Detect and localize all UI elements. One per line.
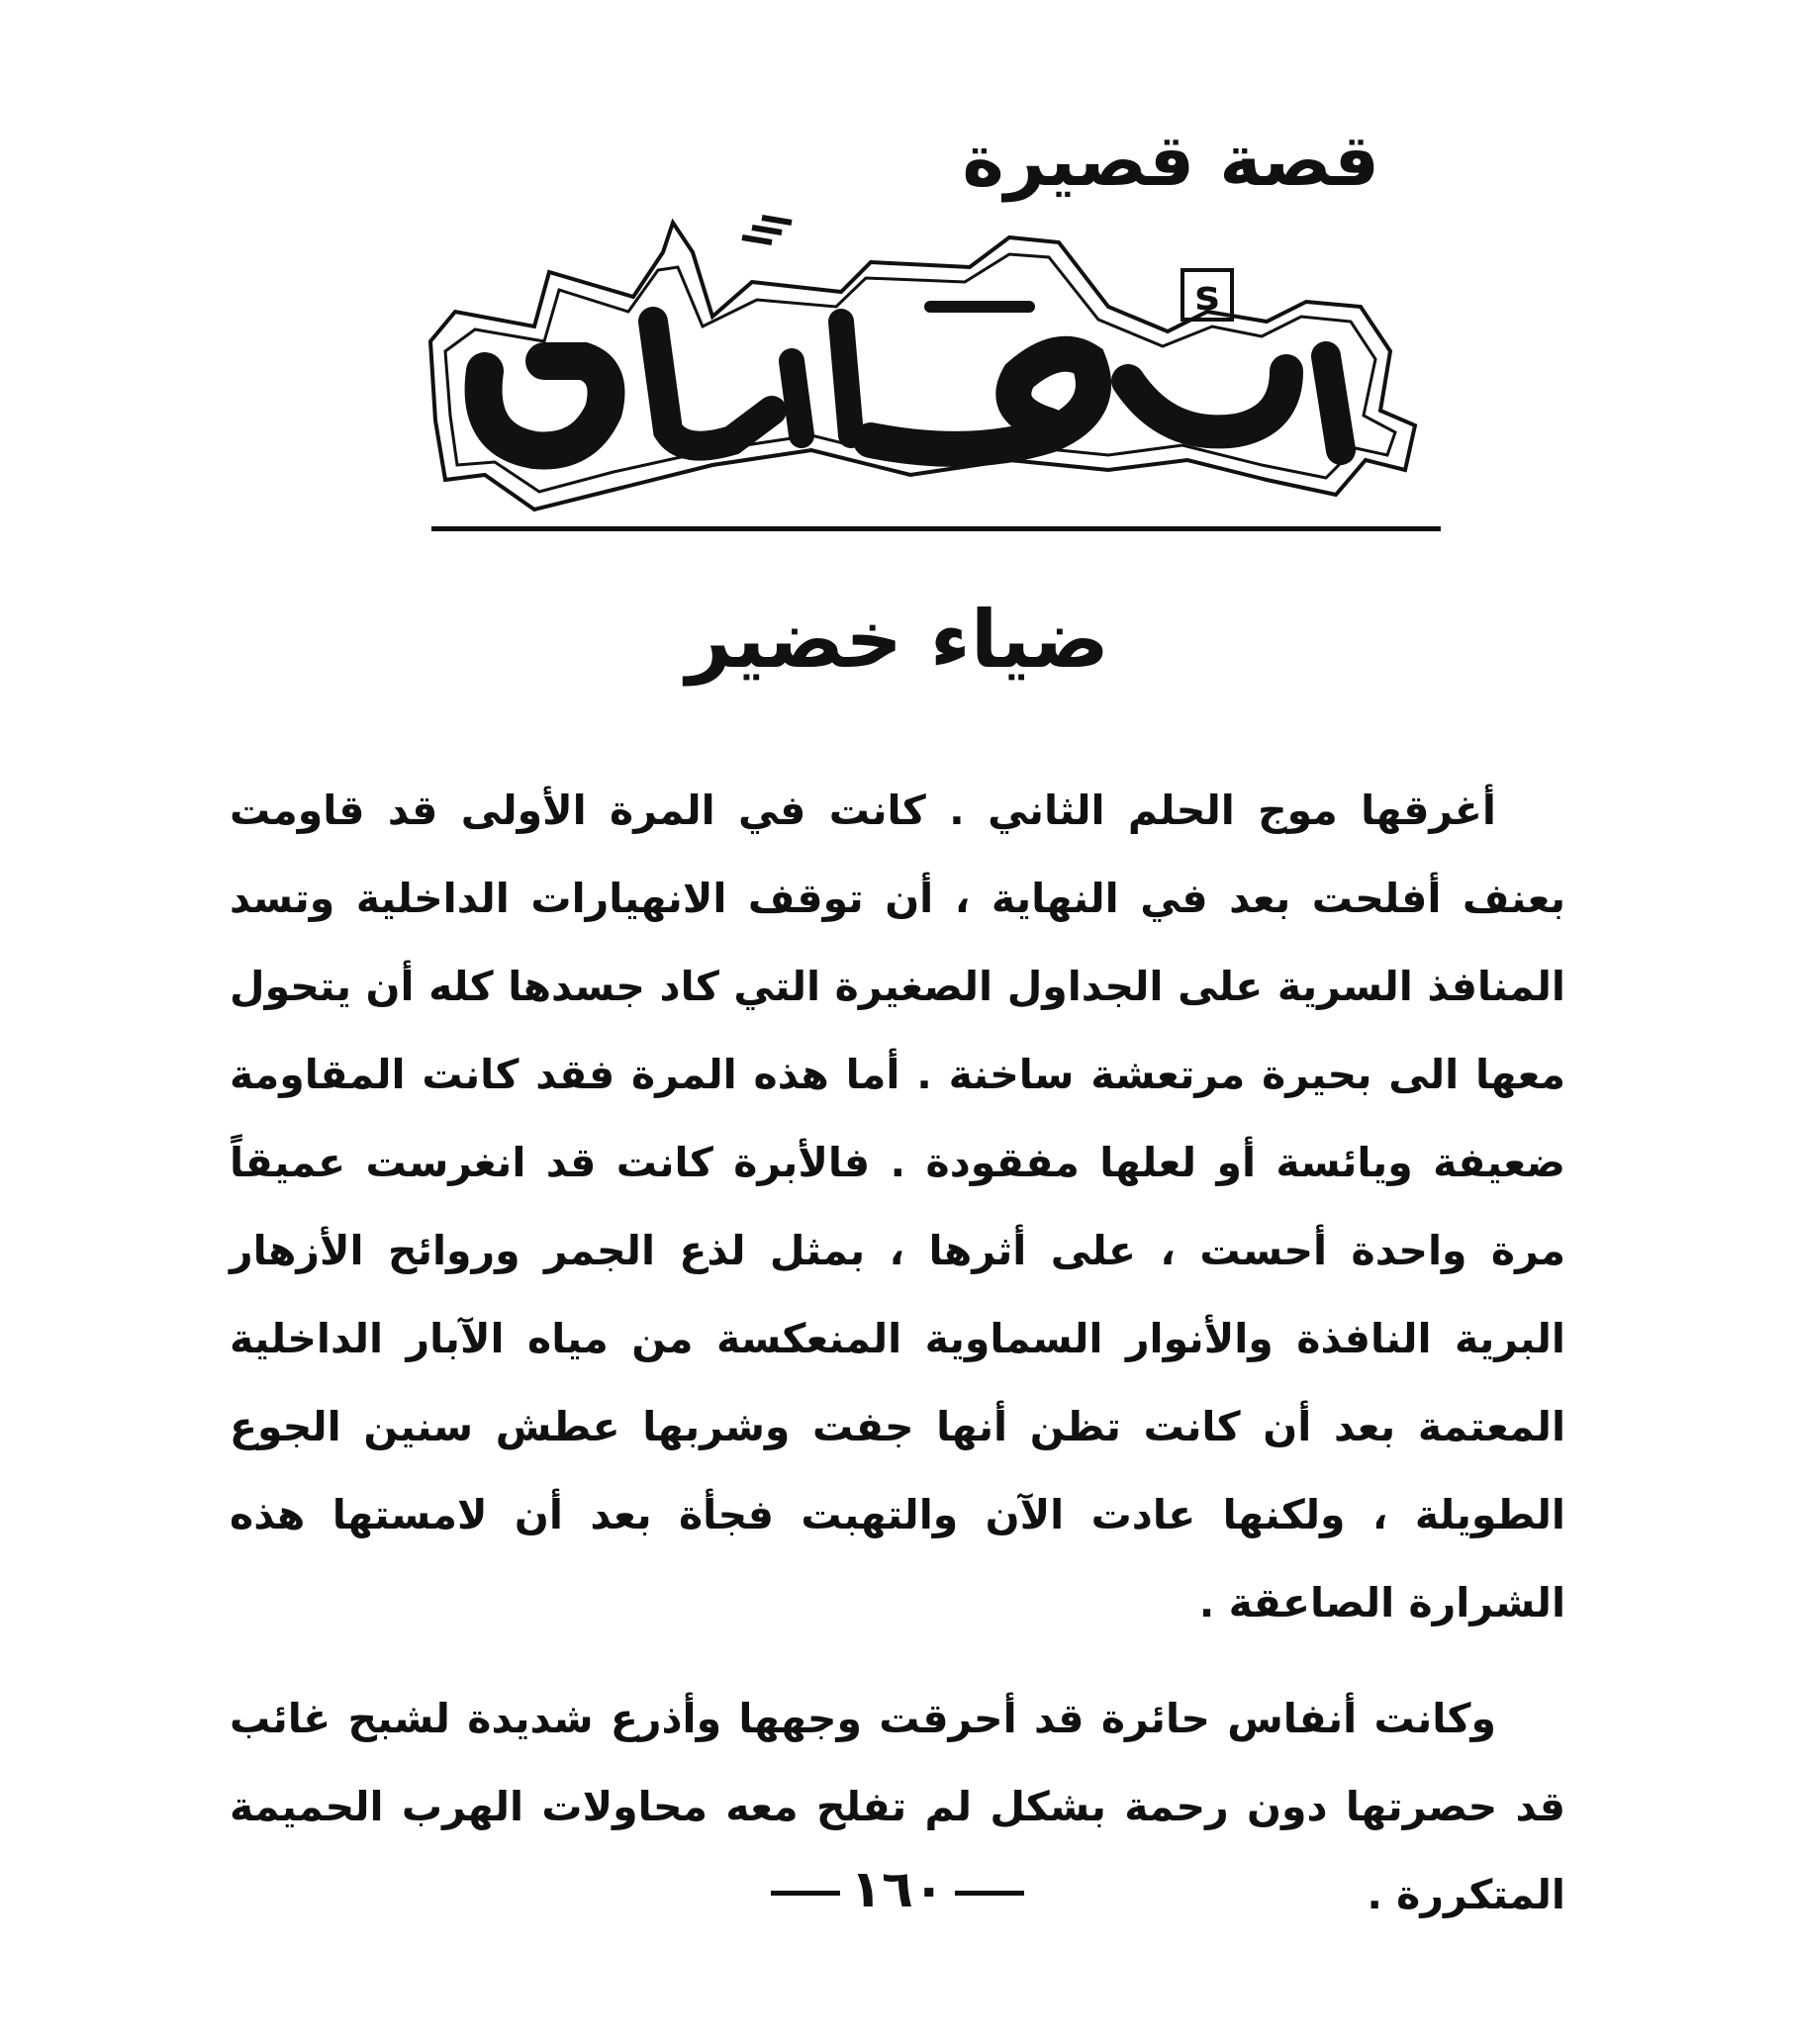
paragraph: أغرقها موج الحلم الثاني . كانت في المرة الأولى قد قاومت بعنف أفلحت بعد في النهاية ، أن توقف الانهيارات الداخلية وتسد المنافذ السرية على الجداول الصغيرة التي كاد جسدها كله أن يتحول معها الى بحيرة مرتعشة ساخنة . أما هذه المرة فقد كانت المقاومة ضعيفة ويائسة أو لعلها مفقودة . فالأبرة كانت قد انغرست عميقاً مرة واحدة أحست ، على أثرها ، بمثل لذع الجمر وروائح الأزهار البرية النافذة والأنوار السماوية المنعكسة من مياه الآبار الداخلية المعتمة بعد أن كانت تظن أنها جفت وشربها عطش سنين الجوع الطويلة ، ولكنها عادت الآن والتهبت فجأة بعد أن لامستها هذه الشرارة الصاعقة . [230,787,1565,1626]
title-stroke-lam2 [841,322,851,435]
story-subtitle: قصة قصيرة [962,119,1379,202]
title-stroke-alef [1326,356,1341,450]
title-stroke-ya [1128,371,1286,431]
author-name: ضياء خضير [686,594,1109,686]
title-stroke-shadda [742,218,792,242]
title-stroke-mim [484,361,607,451]
page-number-footer [0,1860,1795,1919]
title-stroke-lam1 [792,361,802,435]
paragraph: وكانت أنفاس حائرة قد أحرقت وجهها وأذرع شديدة لشبح غائب قد حصرتها دون رحمة بشكل لم تفلح معه محاولات الهرب الحميمة المتكررة . [230,1695,1565,1918]
page-number: ١٦٠ [850,1860,945,1919]
dash-left [771,1891,840,1896]
title-ornament-s: s [1194,271,1220,320]
dash-right [955,1891,1024,1896]
title-divider [431,526,1441,531]
story-title-logo [416,213,1435,539]
title-stroke-ha2 [871,354,1093,449]
title-stroke-ha [653,322,772,446]
story-body [230,767,1565,1967]
